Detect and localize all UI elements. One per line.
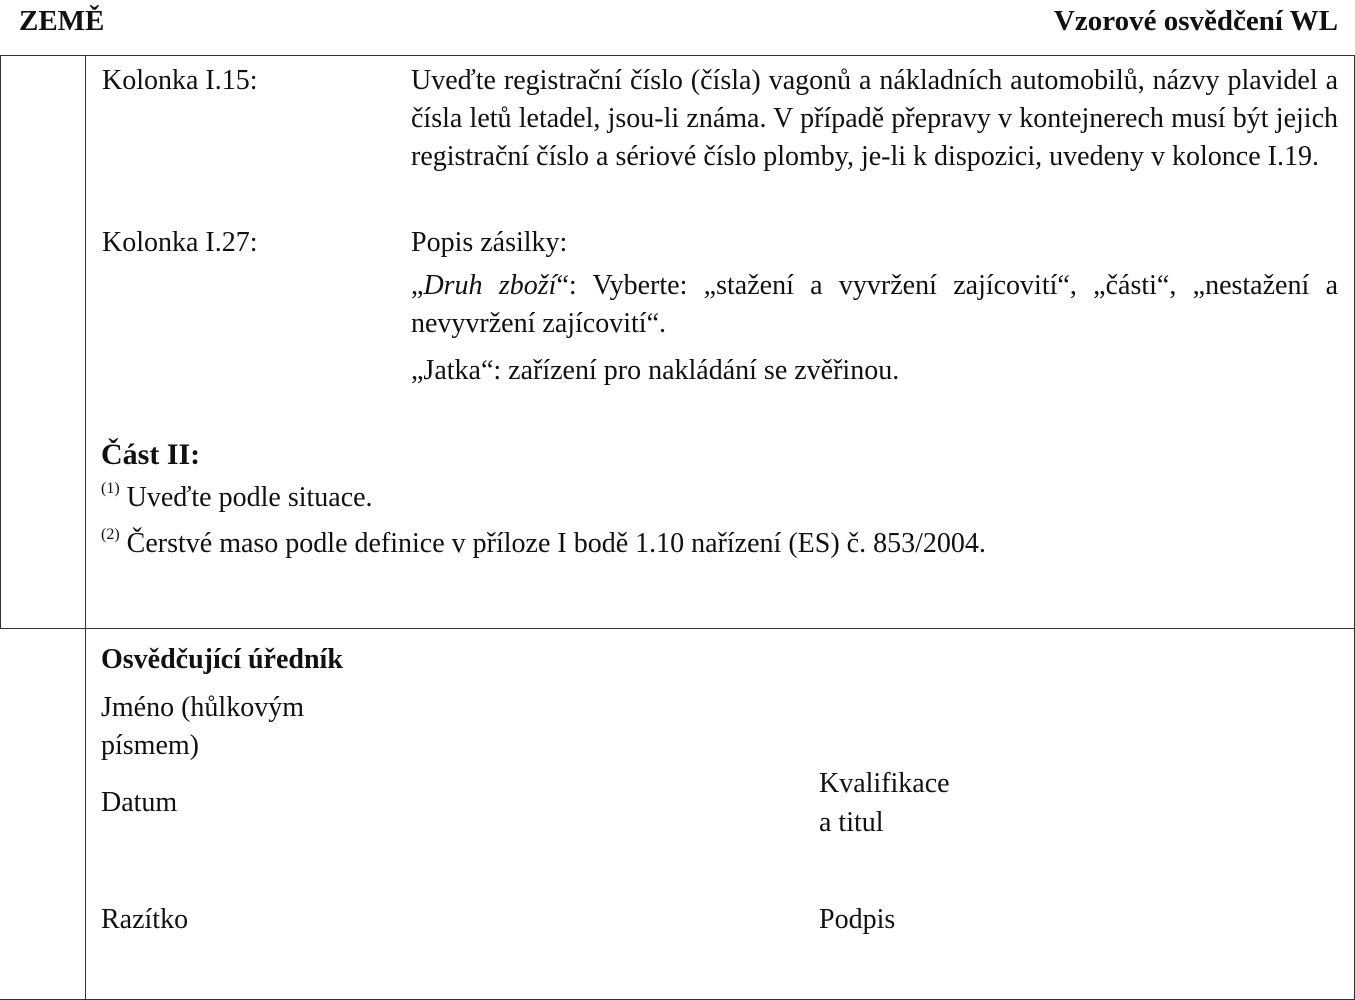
footnote-2 [101, 525, 986, 563]
quote-open: „ [411, 270, 424, 301]
qualification-label-line1: Kvalifikace [819, 768, 950, 799]
qualification-label-line2: a titul [819, 807, 884, 838]
commodity-text: “: Vyberte: „stažení a vyvržení zajícovití“, „části“, „nestažení a nevyvržení zajícovití“. [411, 270, 1338, 339]
footnote-text: Uveďte podle situace. [126, 482, 373, 513]
notes-box-divider [85, 55, 86, 629]
official-box [0, 628, 1355, 1000]
box-i27-commodity [411, 267, 1338, 343]
name-label-line2: písmem) [101, 730, 199, 761]
commodity-label: Druh zboží [423, 270, 557, 301]
footnote-1 [101, 479, 373, 517]
footnote-mark: (1) [101, 480, 120, 497]
header-country: ZEMĚ [19, 5, 105, 37]
date-label: Datum [101, 787, 178, 818]
box-i27-title: Popis zásilky: [411, 227, 568, 258]
box-i27-label: Kolonka I.27: [102, 227, 258, 258]
stamp-label: Razítko [101, 904, 189, 935]
box-i27-slaughterhouse: „Jatka“: zařízení pro nakládání se zvěřinou. [411, 355, 900, 386]
box-i15-text: Uveďte registrační číslo (čísla) vagonů a nákladních automobilů, názvy plavidel a čísla letů letadel, jsou-li známa. V případě přepravy v kontejnerech musí být jejich registrační číslo a sériové číslo plomby, je-li k dispozici, uvedeny v kolonce I.19. [411, 65, 1338, 172]
box-i15-label: Kolonka I.15: [102, 65, 258, 96]
footnote-text: Čerstvé maso podle definice v příloze I bodě 1.10 nařízení (ES) č. 853/2004. [126, 528, 986, 559]
header-certificate-title: Vzorové osvědčení WL [1053, 5, 1338, 37]
part2-heading: Část II: [101, 438, 201, 471]
name-label-line1: Jméno (hůlkovým [101, 692, 304, 723]
signature-label: Podpis [819, 904, 896, 935]
official-heading: Osvědčující úředník [101, 644, 343, 675]
official-box-divider [85, 628, 86, 1000]
footnote-mark: (2) [101, 526, 120, 543]
